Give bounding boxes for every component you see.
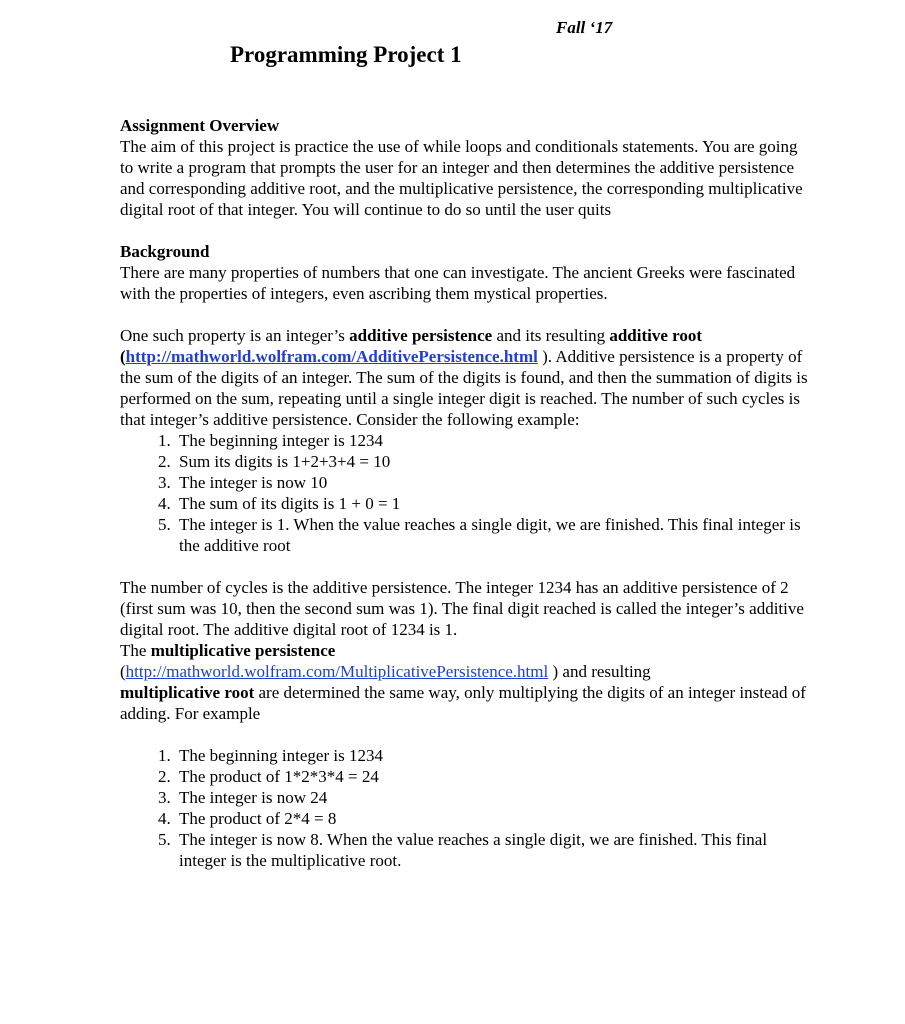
additive-intro-paragraph <box>120 325 810 430</box>
additive-open-paren: ( <box>120 347 126 366</box>
additive-persistence-link[interactable]: http://mathworld.wolfram.com/AdditivePersistence.html <box>125 347 538 366</box>
multiplicative-root-term: multiplicative root <box>120 683 255 702</box>
additive-root-term: additive root <box>609 326 703 345</box>
additive-step: 1. The beginning integer is 1234 <box>175 430 810 451</box>
multiplicative-persistence-link[interactable]: http://mathworld.wolfram.com/MultiplicativePersistence.html <box>125 662 549 681</box>
additive-step: 3. The integer is now 10 <box>175 472 810 493</box>
document-body <box>120 115 810 892</box>
additive-steps-list <box>120 430 810 556</box>
multiplicative-step: 5. The integer is now 8. When the value reaches a single digit, we are finished. This final integer is the multiplicative root. <box>175 829 810 871</box>
additive-intro-text-c: ). Additive persistence is a property of the sum of the digits of an integer. The sum of the digits is found, and then the summation of digits is performed on the sum, repeating until a single integer digit is reached. The number of such cycles is that integer’s additive persistence. Consider the following example: <box>120 347 808 429</box>
multiplicative-step: 3. The integer is now 24 <box>175 787 810 808</box>
multiplicative-step: 2. The product of 1*2*3*4 = 24 <box>175 766 810 787</box>
multiplicative-intro-text-b: ) and resulting <box>548 662 651 681</box>
additive-step: 4. The sum of its digits is 1 + 0 = 1 <box>175 493 810 514</box>
additive-persistence-term: additive persistence <box>349 326 493 345</box>
background-section <box>120 241 810 304</box>
multiplicative-open-paren: ( <box>120 662 126 681</box>
multiplicative-intro-text-c: are determined the same way, only multiplying the digits of an integer instead of adding. For example <box>120 683 806 723</box>
additive-step: 5. The integer is 1. When the value reaches a single digit, we are finished. This final integer is the additive root <box>175 514 810 556</box>
background-heading: Background <box>120 242 210 261</box>
multiplicative-persistence-term: multiplicative persistence <box>150 641 336 660</box>
background-text: There are many properties of numbers that one can investigate. The ancient Greeks were fascinated with the properties of integers, even ascribing them mystical properties. <box>120 263 796 303</box>
multiplicative-intro-text-a: The <box>120 641 151 660</box>
additive-summary-paragraph: The number of cycles is the additive persistence. The integer 1234 has an additive persistence of 2 (first sum was 10, then the second sum was 1). The final digit reached is called the integer’s additive digital root. The additive digital root of 1234 is 1. <box>120 578 804 639</box>
multiplicative-step: 4. The product of 2*4 = 8 <box>175 808 810 829</box>
additive-intro-text-b: and its resulting <box>492 326 610 345</box>
overview-text: The aim of this project is practice the use of while loops and conditionals statements. You are going to write a program that prompts the user for an integer and then determines the additive persistence and corresponding additive root, and the multiplicative persistence, the corresponding multiplicative digital root of that integer. You will continue to do so until the user quits <box>120 137 803 219</box>
additive-step: 2. Sum its digits is 1+2+3+4 = 10 <box>175 451 810 472</box>
semester-label: Fall ‘17 <box>556 18 613 37</box>
additive-intro-text-a: One such property is an integer’s <box>120 326 350 345</box>
overview-section <box>120 115 810 220</box>
multiplicative-step: 1. The beginning integer is 1234 <box>175 745 810 766</box>
multiplicative-steps-list <box>120 745 810 871</box>
overview-heading: Assignment Overview <box>120 116 280 135</box>
page-title: Programming Project 1 <box>230 42 462 67</box>
multiplicative-intro-paragraph <box>120 640 810 724</box>
